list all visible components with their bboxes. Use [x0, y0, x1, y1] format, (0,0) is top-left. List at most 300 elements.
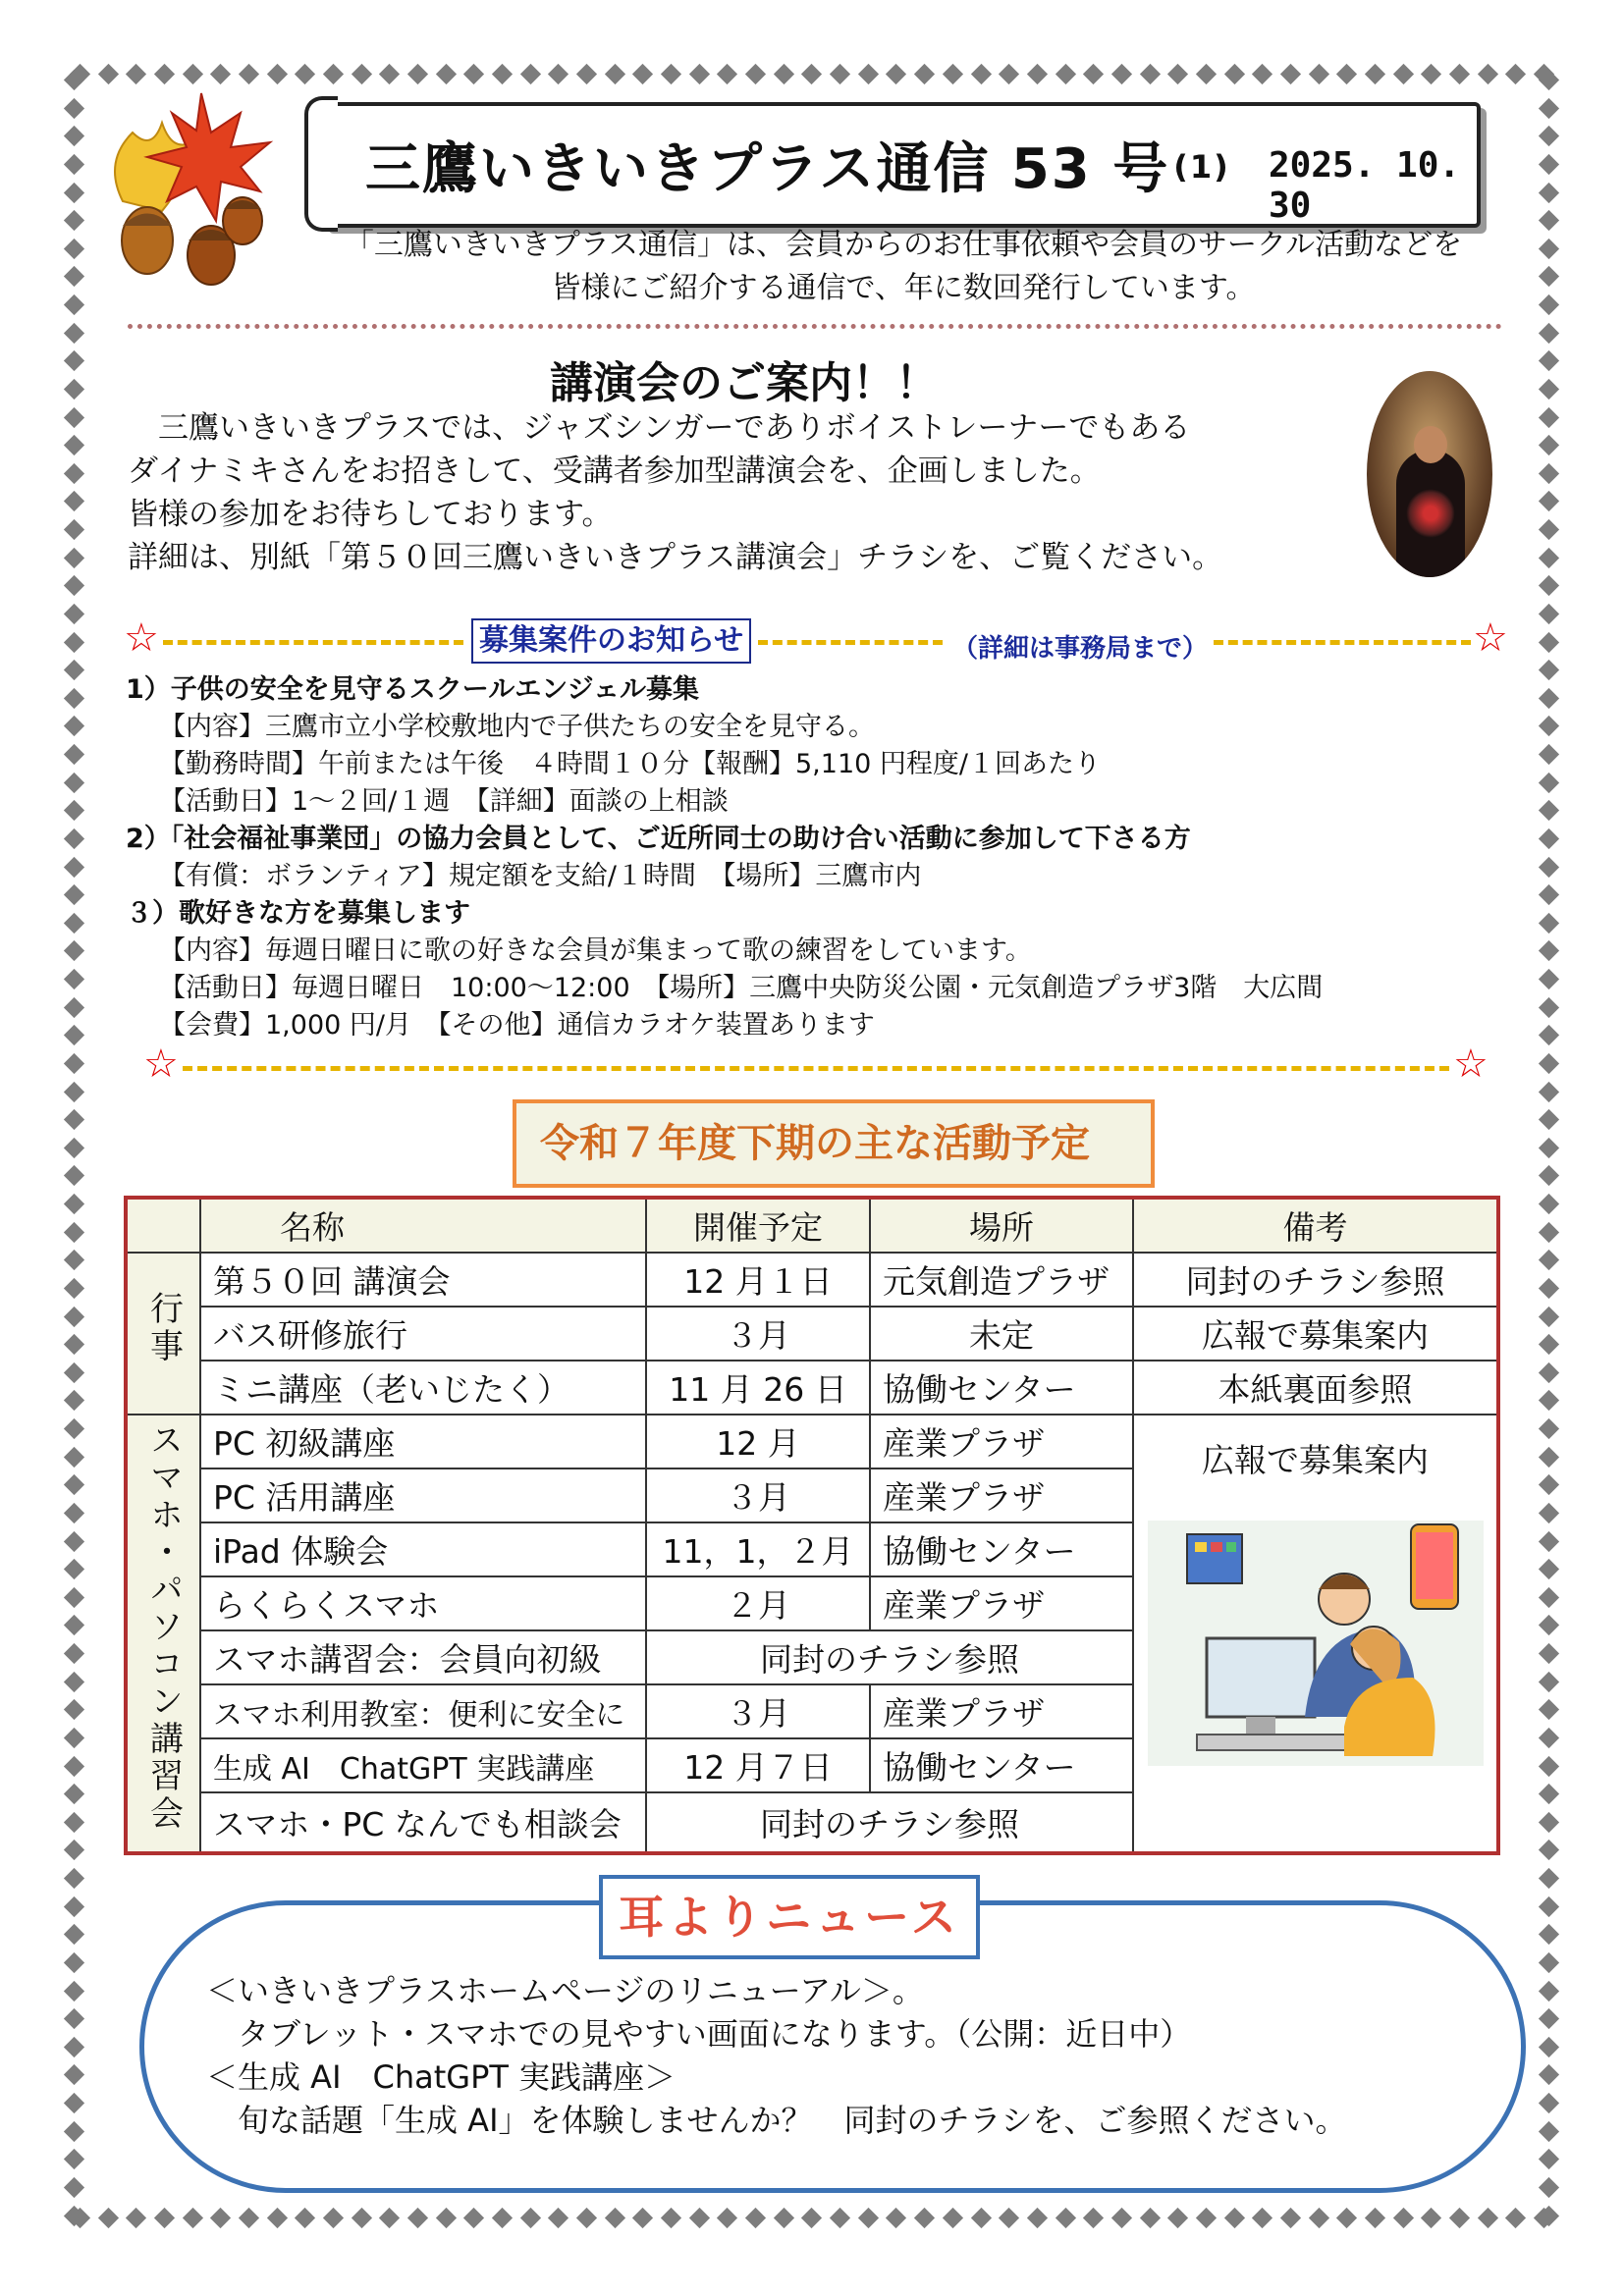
diamond-border-icon [64, 379, 84, 400]
diamond-border-icon [98, 64, 119, 84]
diamond-border-icon [1539, 379, 1559, 400]
diamond-border-icon [1280, 64, 1301, 84]
issue-date: 2025. 10. 30 [1269, 145, 1461, 226]
diamond-border-icon [1539, 1278, 1559, 1299]
diamond-border-icon [1308, 64, 1328, 84]
diamond-border-icon [64, 266, 84, 287]
diamond-border-icon [64, 1306, 84, 1326]
table-row: iPad 体験会 11，1，２月 協働センター [126, 1522, 1498, 1576]
diamond-border-icon [64, 1672, 84, 1692]
diamond-border-icon [1539, 997, 1559, 1018]
title-banner [322, 102, 1481, 228]
table-header-row: 名称 開催予定 場所 備考 [126, 1198, 1498, 1253]
newsletter-title: 三鷹いきいきプラス通信 53 号 $^{(1)}$ [365, 137, 1230, 201]
table-row: 生成 AI ChatGPT 実践講座 12 月７日 協働センター [126, 1738, 1498, 1792]
diamond-border-icon [774, 64, 794, 84]
diamond-border-icon [1539, 1109, 1559, 1130]
recruit-heading: 募集案件のお知らせ [471, 618, 751, 664]
diamond-border-icon [970, 64, 991, 84]
diamond-border-icon [1539, 126, 1559, 146]
diamond-border-icon [1365, 64, 1385, 84]
diamond-border-icon [1539, 1503, 1559, 1523]
diamond-border-icon [943, 64, 963, 84]
diamond-border-icon [64, 126, 84, 146]
diamond-border-icon [379, 2208, 400, 2228]
diamond-border-icon [436, 2208, 457, 2228]
diamond-border-icon [1308, 2208, 1328, 2228]
diamond-border-icon [1280, 2208, 1301, 2228]
diamond-border-icon [463, 2208, 484, 2228]
diamond-border-icon [64, 98, 84, 119]
diamond-border-icon [914, 2208, 935, 2228]
diamond-border-icon [64, 435, 84, 455]
diamond-border-icon [1223, 2208, 1244, 2228]
diamond-border-icon [999, 2208, 1019, 2228]
category-events: 行事 [126, 1253, 200, 1415]
diamond-border-icon [1539, 1559, 1559, 1579]
diamond-border-icon [1196, 64, 1217, 84]
diamond-border-icon [1539, 773, 1559, 793]
diamond-border-icon [64, 1559, 84, 1579]
diamond-border-icon [154, 2208, 175, 2228]
diamond-border-icon [64, 1784, 84, 1804]
diamond-border-icon [323, 64, 344, 84]
diamond-border-icon [858, 64, 879, 84]
diamond-border-icon [1421, 2208, 1441, 2228]
diamond-border-icon [1111, 2208, 1132, 2228]
diamond-border-icon [605, 64, 625, 84]
diamond-border-icon [64, 1447, 84, 1468]
diamond-border-icon [1392, 2208, 1413, 2228]
divider [163, 640, 463, 645]
diamond-border-icon [1539, 1447, 1559, 1468]
recruit-item-heading: 2）「社会福祉事業団」の協力会員として、ご近所同士の助け合い活動に参加して下さる方 [126, 824, 1191, 854]
diamond-border-icon [1539, 2008, 1559, 2029]
diamond-border-icon [1539, 266, 1559, 287]
diamond-border-icon [64, 660, 84, 680]
diamond-border-icon [64, 1980, 84, 2001]
diamond-border-icon [64, 2064, 84, 2085]
diamond-border-icon [64, 1952, 84, 1973]
diamond-border-icon [1539, 1530, 1559, 1551]
diamond-border-icon [520, 2208, 541, 2228]
diamond-border-icon [1539, 1418, 1559, 1439]
diamond-border-icon [858, 2208, 879, 2228]
diamond-border-icon [183, 64, 203, 84]
diamond-border-icon [1539, 856, 1559, 877]
diamond-border-icon [1539, 716, 1559, 736]
diamond-border-icon [1223, 64, 1244, 84]
table-row: 行事 第５０回 講演会 12 月１日 元気創造プラザ 同封のチラシ参照 [126, 1253, 1498, 1307]
diamond-border-icon [1539, 1250, 1559, 1270]
diamond-border-icon [1539, 2177, 1559, 2198]
diamond-border-icon [64, 154, 84, 175]
diamond-border-icon [1539, 1784, 1559, 1804]
diamond-border-icon [64, 2121, 84, 2142]
diamond-border-icon [1449, 64, 1470, 84]
diamond-border-icon [239, 64, 259, 84]
diamond-border-icon [64, 773, 84, 793]
diamond-border-icon [1539, 435, 1559, 455]
schedule-table [124, 1196, 1500, 1855]
diamond-border-icon [64, 1896, 84, 1917]
recruit-note: （詳細は事務局まで） [952, 634, 1209, 664]
computer-class-illustration [1148, 1521, 1484, 1766]
table-row: PC 活用講座 ３月 産業プラザ [126, 1468, 1498, 1522]
diamond-border-icon [64, 1081, 84, 1101]
diamond-border-icon [64, 800, 84, 821]
diamond-border-icon [661, 2208, 681, 2228]
diamond-border-icon [64, 1474, 84, 1495]
diamond-border-icon [1539, 2121, 1559, 2142]
diamond-border-icon [1539, 548, 1559, 568]
diamond-border-icon [1539, 406, 1559, 427]
diamond-border-icon [745, 64, 766, 84]
diamond-border-icon [64, 828, 84, 849]
diamond-border-icon [661, 64, 681, 84]
table-row: スマホ・PC なんでも相談会 同封のチラシ参照 [126, 1792, 1498, 1853]
lecture-body: 三鷹いきいきプラスでは、ジャズシンガーでありボイストレーナーでもある ダイナミキさんをお招きして、受講者参加型講演会を、企画しました。 皆様の参加をお待ちしております。 詳細は、別紙「第５０回三鷹いきいきプラス講演会」チラシを、ご覧ください。 [128, 410, 1223, 575]
diamond-border-icon [64, 1615, 84, 1635]
diamond-border-icon [1539, 463, 1559, 484]
diamond-border-icon [64, 1390, 84, 1411]
diamond-border-icon [1505, 2208, 1526, 2228]
diamond-border-icon [64, 940, 84, 961]
divider [758, 640, 943, 645]
diamond-border-icon [1539, 1334, 1559, 1355]
border-top [69, 63, 1555, 86]
diamond-border-icon [1539, 1053, 1559, 1074]
diamond-border-icon [64, 548, 84, 568]
diamond-border-icon [64, 1530, 84, 1551]
diamond-border-icon [970, 2208, 991, 2228]
diamond-border-icon [1336, 64, 1357, 84]
diamond-border-icon [1539, 182, 1559, 202]
diamond-border-icon [1539, 688, 1559, 709]
diamond-border-icon [1539, 884, 1559, 905]
diamond-border-icon [64, 1728, 84, 1748]
diamond-border-icon [1539, 1081, 1559, 1101]
diamond-border-icon [64, 744, 84, 765]
diamond-border-icon [463, 64, 484, 84]
diamond-border-icon [1539, 1222, 1559, 1243]
star-icon: ☆ [124, 615, 159, 661]
diamond-border-icon [492, 64, 513, 84]
diamond-border-icon [830, 2208, 850, 2228]
diamond-border-icon [576, 2208, 597, 2228]
diamond-border-icon [1539, 2037, 1559, 2057]
diamond-border-icon [64, 1334, 84, 1355]
diamond-border-icon [1139, 2208, 1160, 2228]
diamond-border-icon [64, 463, 84, 484]
divider [1214, 640, 1471, 645]
news-title: 耳よりニュース [599, 1875, 980, 1959]
diamond-border-icon [548, 64, 568, 84]
singer-photo [1367, 371, 1492, 577]
diamond-border-icon [605, 2208, 625, 2228]
diamond-border-icon [1167, 64, 1188, 84]
diamond-border-icon [64, 1165, 84, 1186]
diamond-border-icon [801, 64, 822, 84]
diamond-border-icon [1539, 210, 1559, 231]
border-bottom [69, 2207, 1555, 2230]
diamond-border-icon [548, 2208, 568, 2228]
table-row: ミニ講座（老いじたく） 11 月 26 日 協働センター 本紙裏面参照 [126, 1361, 1498, 1415]
diamond-border-icon [64, 2149, 84, 2169]
diamond-border-icon [801, 2208, 822, 2228]
diamond-border-icon [1539, 2205, 1559, 2225]
diamond-border-icon [1539, 1952, 1559, 1973]
diamond-border-icon [1539, 1812, 1559, 1833]
diamond-border-icon [1365, 2208, 1385, 2228]
diamond-border-icon [64, 856, 84, 877]
category-pc: スマホ・パソコン講習会 [126, 1415, 200, 1853]
intro-text: 「三鷹いきいきプラス通信」は、会員からのお仕事依頼や会員のサークル活動などを 皆様にご紹介する通信で、年に数回発行しています。 [344, 228, 1463, 305]
diamond-border-icon [64, 688, 84, 709]
diamond-border-icon [64, 1868, 84, 1889]
table-row: スマホ講習会：会員向初級 同封のチラシ参照 [126, 1630, 1498, 1684]
diamond-border-icon [64, 1643, 84, 1664]
diamond-border-icon [1539, 1194, 1559, 1214]
table-row: スマホ利用教室：便利に安全に ３月 産業プラザ [126, 1684, 1498, 1738]
diamond-border-icon [1083, 64, 1104, 84]
diamond-border-icon [1539, 1868, 1559, 1889]
diamond-border-icon [295, 2208, 315, 2228]
diamond-border-icon [64, 323, 84, 344]
diamond-border-icon [632, 2208, 653, 2228]
diamond-border-icon [1539, 294, 1559, 315]
diamond-border-icon [98, 2208, 119, 2228]
table-row: らくらくスマホ ２月 産業プラザ [126, 1576, 1498, 1630]
diamond-border-icon [717, 64, 737, 84]
diamond-border-icon [1539, 1672, 1559, 1692]
diamond-border-icon [64, 575, 84, 596]
diamond-border-icon [407, 2208, 428, 2228]
diamond-border-icon [64, 1222, 84, 1243]
border-left [63, 69, 86, 2227]
diamond-border-icon [1139, 64, 1160, 84]
diamond-border-icon [1539, 1390, 1559, 1411]
diamond-border-icon [64, 1755, 84, 1776]
diamond-border-icon [64, 913, 84, 934]
diamond-border-icon [210, 64, 231, 84]
star-icon: ☆ [143, 1041, 179, 1087]
diamond-border-icon [1539, 969, 1559, 989]
diamond-border-icon [689, 64, 710, 84]
diamond-border-icon [64, 294, 84, 315]
diamond-border-icon [154, 64, 175, 84]
diamond-border-icon [239, 2208, 259, 2228]
diamond-border-icon [1539, 1699, 1559, 1720]
border-right [1538, 69, 1561, 2227]
diamond-border-icon [943, 2208, 963, 2228]
diamond-border-icon [1539, 519, 1559, 540]
diamond-border-icon [64, 1194, 84, 1214]
diamond-border-icon [64, 2037, 84, 2057]
diamond-border-icon [689, 2208, 710, 2228]
diamond-border-icon [323, 2208, 344, 2228]
diamond-border-icon [1392, 64, 1413, 84]
diamond-border-icon [64, 210, 84, 231]
diamond-border-icon [1539, 1643, 1559, 1664]
diamond-border-icon [64, 1109, 84, 1130]
diamond-border-icon [64, 2008, 84, 2029]
diamond-border-icon [267, 2208, 288, 2228]
diamond-border-icon [1539, 350, 1559, 371]
diamond-border-icon [914, 64, 935, 84]
diamond-border-icon [1539, 1025, 1559, 1045]
diamond-border-icon [1539, 98, 1559, 119]
diamond-border-icon [830, 64, 850, 84]
diamond-border-icon [1539, 631, 1559, 652]
diamond-border-icon [1055, 64, 1075, 84]
diamond-border-icon [1477, 2208, 1497, 2228]
diamond-border-icon [1539, 800, 1559, 821]
diamond-border-icon [407, 64, 428, 84]
diamond-border-icon [64, 1840, 84, 1860]
diamond-border-icon [1505, 64, 1526, 84]
diamond-border-icon [1111, 64, 1132, 84]
schedule-title: 令和７年度下期の主な活動予定 [513, 1099, 1155, 1188]
diamond-border-icon [520, 64, 541, 84]
recruit-list: 1）子供の安全を見守るスクールエンジェル募集 【内容】三鷹市立小学校敷地内で子供たちの安全を見守る。 【勤務時間】午前または午後 ４時間１０分【報酬】5,110 円程度/１回あたり 【活動日】1～２回/１週 【詳細】面談の上相談 2）「社会福祉事業団」の協力会員として、ご近所同士の助け合い活動に参加して下さる方 【有償：ボランティア】規定額を支給/１時間 【場所】三鷹市内 ３）歌好きな方を募集します 【内容】毎週日曜日に歌の好きな会員が集まって歌の練習をしています。 【活動日】毎週日曜日 10:00～12:00 【場所】三鷹中央防災公園・元気創造プラザ3階 大広間 【会費】1,000 円/月 【その他】通信カラオケ装置あります [126, 671, 1500, 1044]
diamond-border-icon [64, 716, 84, 736]
diamond-border-icon [1477, 64, 1497, 84]
recruit-item-heading: ３）歌好きな方を募集します [126, 898, 470, 929]
diamond-border-icon [1539, 1165, 1559, 1186]
diamond-border-icon [1539, 2149, 1559, 2169]
diamond-border-icon [1539, 491, 1559, 511]
diamond-border-icon [1539, 575, 1559, 596]
diamond-border-icon [352, 64, 372, 84]
diamond-border-icon [64, 1699, 84, 1720]
diamond-border-icon [64, 1418, 84, 1439]
diamond-border-icon [1539, 1896, 1559, 1917]
diamond-border-icon [1421, 64, 1441, 84]
diamond-border-icon [1083, 2208, 1104, 2228]
diamond-border-icon [1027, 64, 1048, 84]
diamond-border-icon [576, 64, 597, 84]
diamond-border-icon [1539, 154, 1559, 175]
diamond-border-icon [436, 64, 457, 84]
diamond-border-icon [295, 64, 315, 84]
diamond-border-icon [1539, 744, 1559, 765]
diamond-border-icon [64, 406, 84, 427]
diamond-border-icon [1539, 604, 1559, 624]
diamond-border-icon [717, 2208, 737, 2228]
diamond-border-icon [1539, 828, 1559, 849]
diamond-border-icon [632, 64, 653, 84]
diamond-border-icon [64, 631, 84, 652]
diamond-border-icon [379, 64, 400, 84]
table-row: バス研修旅行 ３月 未定 広報で募集案内 [126, 1307, 1498, 1361]
diamond-border-icon [352, 2208, 372, 2228]
diamond-border-icon [1539, 2064, 1559, 2085]
diamond-border-icon [1539, 1306, 1559, 1326]
diamond-border-icon [1539, 239, 1559, 259]
diamond-border-icon [64, 350, 84, 371]
diamond-border-icon [1539, 1615, 1559, 1635]
diamond-border-icon [492, 2208, 513, 2228]
pc-remarks-cell: 広報で募集案内 [1133, 1415, 1498, 1853]
diamond-border-icon [886, 64, 906, 84]
diamond-border-icon [64, 1503, 84, 1523]
news-body: ＜いきいきプラスホームページのリニューアル＞。 タブレット・スマホでの見やすい画面になります。（公開：近日中） ＜生成 AI ChatGPT 実践講座＞ 旬な話題「生成 AI」を体験しませんか？ 同封のチラシを、ご参照ください。 [206, 1972, 1347, 2139]
diamond-border-icon [64, 1362, 84, 1383]
diamond-border-icon [267, 64, 288, 84]
diamond-border-icon [1539, 1840, 1559, 1860]
diamond-border-icon [64, 2177, 84, 2198]
diamond-border-icon [64, 239, 84, 259]
diamond-border-icon [1252, 64, 1272, 84]
diamond-border-icon [1336, 2208, 1357, 2228]
diamond-border-icon [1539, 70, 1559, 90]
star-icon: ☆ [1473, 615, 1508, 661]
diamond-border-icon [64, 1138, 84, 1158]
diamond-border-icon [1539, 913, 1559, 934]
diamond-border-icon [64, 2205, 84, 2225]
diamond-border-icon [64, 182, 84, 202]
diamond-border-icon [64, 1924, 84, 1945]
diamond-border-icon [183, 2208, 203, 2228]
diamond-border-icon [1539, 1474, 1559, 1495]
diamond-border-icon [1539, 940, 1559, 961]
diamond-border-icon [1539, 1755, 1559, 1776]
diamond-border-icon [64, 604, 84, 624]
lecture-title: 講演会のご案内！！ [550, 358, 939, 408]
diamond-border-icon [1539, 323, 1559, 344]
diamond-border-icon [1539, 1138, 1559, 1158]
diamond-border-icon [64, 969, 84, 989]
diamond-border-icon [64, 1812, 84, 1833]
diamond-border-icon [64, 997, 84, 1018]
diamond-border-icon [774, 2208, 794, 2228]
diamond-border-icon [1539, 1362, 1559, 1383]
diamond-border-icon [745, 2208, 766, 2228]
diamond-border-icon [126, 64, 146, 84]
star-icon: ☆ [1453, 1041, 1489, 1087]
autumn-leaves-icon [93, 83, 290, 290]
diamond-border-icon [64, 491, 84, 511]
diamond-border-icon [1539, 1980, 1559, 2001]
diamond-border-icon [1449, 2208, 1470, 2228]
diamond-border-icon [64, 1278, 84, 1299]
diamond-border-icon [1167, 2208, 1188, 2228]
diamond-border-icon [1539, 660, 1559, 680]
diamond-border-icon [64, 70, 84, 90]
diamond-border-icon [1196, 2208, 1217, 2228]
diamond-border-icon [210, 2208, 231, 2228]
recruit-item-heading: 1）子供の安全を見守るスクールエンジェル募集 [126, 674, 700, 705]
divider [128, 324, 1502, 329]
table-row: スマホ・パソコン講習会 PC 初級講座 12 月 産業プラザ 広報で募集案内 [126, 1415, 1498, 1468]
diamond-border-icon [999, 64, 1019, 84]
diamond-border-icon [64, 1025, 84, 1045]
diamond-border-icon [1539, 2093, 1559, 2113]
diamond-border-icon [64, 884, 84, 905]
divider [183, 1066, 1449, 1071]
diamond-border-icon [64, 1587, 84, 1608]
diamond-border-icon [1055, 2208, 1075, 2228]
diamond-border-icon [126, 2208, 146, 2228]
diamond-border-icon [1252, 2208, 1272, 2228]
diamond-border-icon [1539, 1924, 1559, 1945]
diamond-border-icon [1539, 1728, 1559, 1748]
diamond-border-icon [1539, 1587, 1559, 1608]
diamond-border-icon [886, 2208, 906, 2228]
diamond-border-icon [64, 1053, 84, 1074]
diamond-border-icon [64, 2093, 84, 2113]
